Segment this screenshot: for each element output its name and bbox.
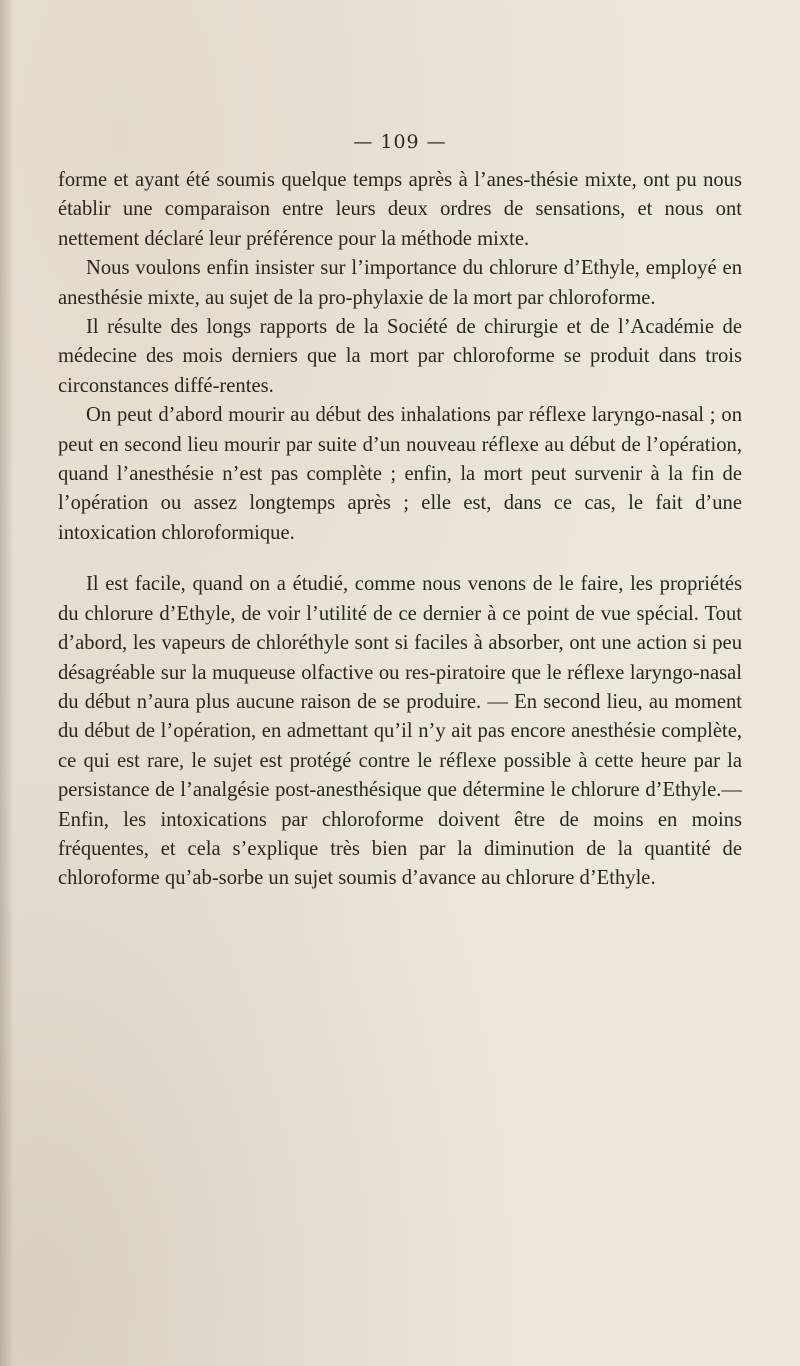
page-number: — 109 —	[353, 131, 447, 153]
page-edge-shadow	[0, 0, 14, 1366]
paragraph-2: Nous voulons enfin insister sur l’importance du chlorure d’Ethyle, employé en anesthésie mixte, au sujet de la pro-phylaxie de la mort par chloroforme.	[58, 257, 742, 309]
paragraph-3: Il résulte des longs rapports de la Société de chirurgie et de l’Académie de médecine des mois derniers que la mort par chloroforme se produit dans trois circonstances diffé-rentes.	[58, 316, 742, 397]
document-body	[58, 166, 742, 894]
paragraph-1: forme et ayant été soumis quelque temps après à l’anes-thésie mixte, ont pu nous établir une comparaison entre leurs deux ordres de sensations, et nous ont nettement déclaré leur préférence pour la méthode mixte.	[58, 169, 742, 250]
paragraph-5: Il est facile, quand on a étudié, comme nous venons de le faire, les propriétés du chlorure d’Ethyle, de voir l’utilité de ce dernier à ce point de vue spécial. Tout d’abord, les vapeurs de chloréthyle sont si faciles à absorber, ont une action si peu désagréable sur la muqueuse olfactive ou res-piratoire que le réflexe laryngo-nasal du début n’aura plus aucune raison de se produire. — En second lieu, au moment du début de l’opération, en admettant qu’il n’y ait pas encore anesthésie complète, ce qui est rare, le sujet est protégé contre le réflexe possible à cette heure par la persistance de l’analgésie post-anesthésique que détermine le chlorure d’Ethyle.— Enfin, les intoxications par chloroforme doivent être de moins en moins fréquentes, et cela s’explique très bien par la diminution de la quantité de chloroforme qu’ab-sorbe un sujet soumis d’avance au chlorure d’Ethyle.	[58, 573, 742, 890]
paragraph-4: On peut d’abord mourir au début des inhalations par réflexe laryngo-nasal ; on peut en second lieu mourir par suite d’un nouveau réflexe au début de l’opération, quand l’anesthésie n’est pas complète ; enfin, la mort peut survenir à la fin de l’opération ou assez longtemps après ; elle est, dans ce cas, le fait d’une intoxication chloroformique.	[58, 404, 742, 544]
